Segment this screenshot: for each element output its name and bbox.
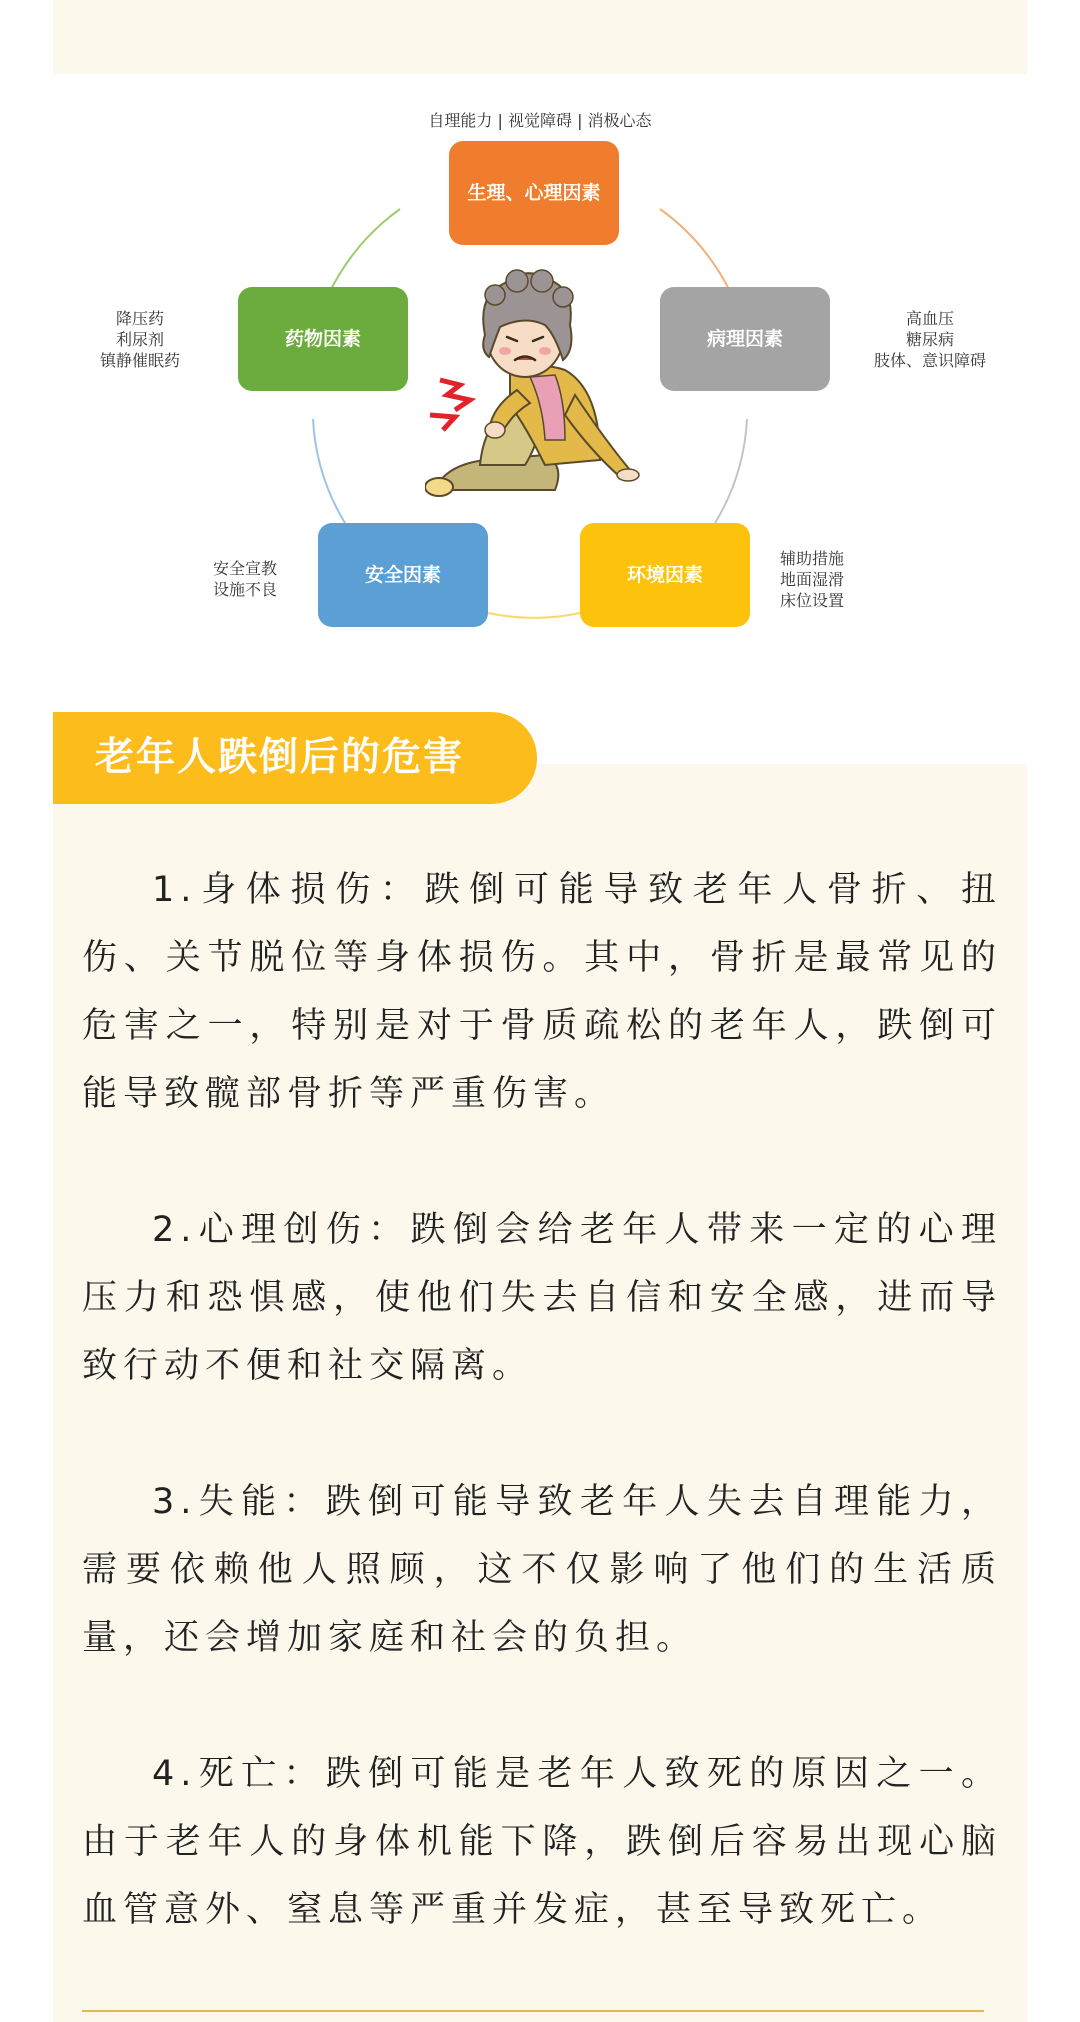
bottom-divider bbox=[82, 2010, 984, 2012]
paragraph-psychological-trauma: 2.心理创伤：跌倒会给老年人带来一定的心理压力和恐惧感，使他们失去自信和安全感，进而导致行动不便和社交隔离。 bbox=[82, 1210, 1002, 1386]
section-content bbox=[82, 856, 1002, 1944]
note-environment bbox=[780, 548, 890, 611]
paragraph-physical-injury: 1.身体损伤：跌倒可能导致老年人骨折、扭伤、关节脱位等身体损伤。其中，骨折是最常见的危害之一，特别是对于骨质疏松的老年人，跌倒可能导致髋部骨折等严重伤害。 bbox=[82, 870, 1002, 1114]
paragraph-disability: 3.失能：跌倒可能导致老年人失去自理能力，需要依赖他人照顾，这不仅影响了他们的生活质量，还会增加家庭和社会的负担。 bbox=[82, 1482, 1002, 1658]
section-title: 老年人跌倒后的危害 bbox=[53, 712, 537, 804]
note-line: 设施不良 bbox=[212, 580, 277, 599]
factor-safety: 安全因素 bbox=[318, 523, 488, 627]
note-safety bbox=[190, 558, 300, 600]
note-line: 安全宣教 bbox=[212, 559, 277, 578]
factor-environment: 环境因素 bbox=[580, 523, 750, 627]
note-line: 降压药 bbox=[115, 309, 164, 328]
note-line: 床位设置 bbox=[780, 591, 845, 610]
factor-pathological: 病理因素 bbox=[660, 287, 830, 391]
top-cream-panel bbox=[53, 0, 1027, 74]
note-line: 地面湿滑 bbox=[780, 570, 845, 589]
paragraph-death: 4.死亡：跌倒可能是老年人致死的原因之一。由于老年人的身体机能下降，跌倒后容易出现心脑血管意外、窒息等严重并发症，甚至导致死亡。 bbox=[82, 1754, 1002, 1930]
note-line: 利尿剂 bbox=[115, 330, 164, 349]
note-line: 辅助措施 bbox=[780, 549, 845, 568]
note-line: 高血压 bbox=[905, 309, 954, 328]
elderly-woman-fallen-illustration bbox=[425, 265, 645, 505]
fall-risk-factors-diagram bbox=[0, 80, 1080, 670]
factor-medication: 药物因素 bbox=[238, 287, 408, 391]
note-physiological: 自理能力 | 视觉障碍 | 消极心态 bbox=[428, 111, 652, 130]
note-line: 镇静催眠药 bbox=[99, 351, 180, 370]
note-line: 肢体、意识障碍 bbox=[873, 351, 986, 370]
note-medication bbox=[70, 308, 210, 371]
note-line: 糖尿病 bbox=[905, 330, 954, 349]
factor-physiological-psychological: 生理、心理因素 bbox=[449, 141, 619, 245]
note-pathological bbox=[850, 308, 1010, 371]
